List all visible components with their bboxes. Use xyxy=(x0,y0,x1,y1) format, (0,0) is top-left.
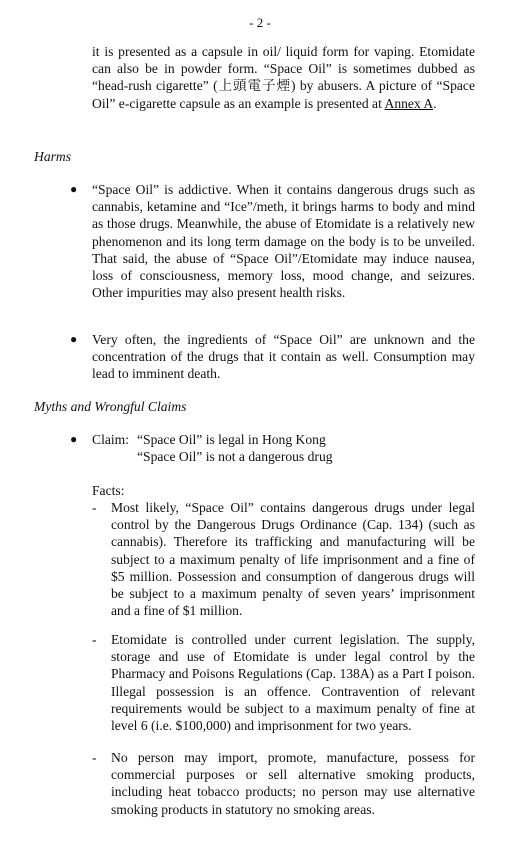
bullet-icon: ● xyxy=(70,432,78,446)
myths-heading: Myths and Wrongful Claims xyxy=(34,399,187,414)
intro-text-end: . xyxy=(433,95,437,111)
claim-line-1: “Space Oil” is legal in Hong Kong xyxy=(137,432,326,447)
claim-line-2: “Space Oil” is not a dangerous drug xyxy=(137,449,333,465)
bullet-icon: ● xyxy=(70,332,78,346)
claim-label: Claim: xyxy=(92,432,130,447)
annex-a-link[interactable]: Annex A xyxy=(384,95,434,111)
claim-block xyxy=(92,431,475,465)
page-number: - 2 - xyxy=(249,15,271,30)
harms-bullet-ingredients: Very often, the ingredients of “Space Oil” are unknown and the concentration of the drugs that it contain as well. Consumption may lead to imminent death. xyxy=(92,332,475,382)
bullet-icon: ● xyxy=(70,182,78,196)
dash-icon: - xyxy=(92,632,97,647)
dash-icon: - xyxy=(92,750,97,765)
intro-text: it is presented as a capsule in oil/ liquid form for vaping. Etomidate can also be in powder form. “Space Oil” is sometimes dubbed as “head-rush cigarette” (上頭電子煙) by abusers. A picture of “Space Oil” e-cigarette capsule as an example is presented at xyxy=(92,44,475,111)
harms-heading: Harms xyxy=(34,149,72,164)
harms-bullet-addictive: “Space Oil” is addictive. When it contains dangerous drugs such as cannabis, ketamine and “Ice”/meth, it brings harms to body and mind as those drugs. Meanwhile, the abuse of Etomidate is a relatively new phenomenon and its long term damage on the body is to be unveiled. That said, the abuse of “Space Oil”/Etomidate may induce nausea, loss of consciousness, memory loss, mood change, and seizures. Other impurities may also present health risks. xyxy=(92,182,475,301)
intro-paragraph xyxy=(92,43,475,112)
dash-icon: - xyxy=(92,500,97,515)
fact-item: No person may import, promote, manufacture, possess for commercial purposes or sell alternative smoking products, including heat tobacco products; no person may use alternative smoking products in statutory no smoking areas. xyxy=(111,750,475,817)
facts-label: Facts: xyxy=(92,483,125,498)
fact-item: Most likely, “Space Oil” contains dangerous drugs under legal control by the Dangerous Drugs Ordinance (Cap. 134) (such as cannabis). Therefore its trafficking and manufacturing will be subject to a maximum penalty of life imprisonment and a fine of $5 million. Possession and consumption of dangerous drugs will be subject to a maximum penalty of seven years’ imprisonment and a fine of $1 million. xyxy=(111,500,475,619)
fact-item: Etomidate is controlled under current legislation. The supply, storage and use of Etomidate is under legal control by the Pharmacy and Poisons Regulations (Cap. 138A) as a Part I poison. Illegal possession is an offence. Contravention of relevant requirements would be subject to a maximum penalty of fine at level 6 (i.e. $100,000) and imprisonment for two years. xyxy=(111,632,475,734)
